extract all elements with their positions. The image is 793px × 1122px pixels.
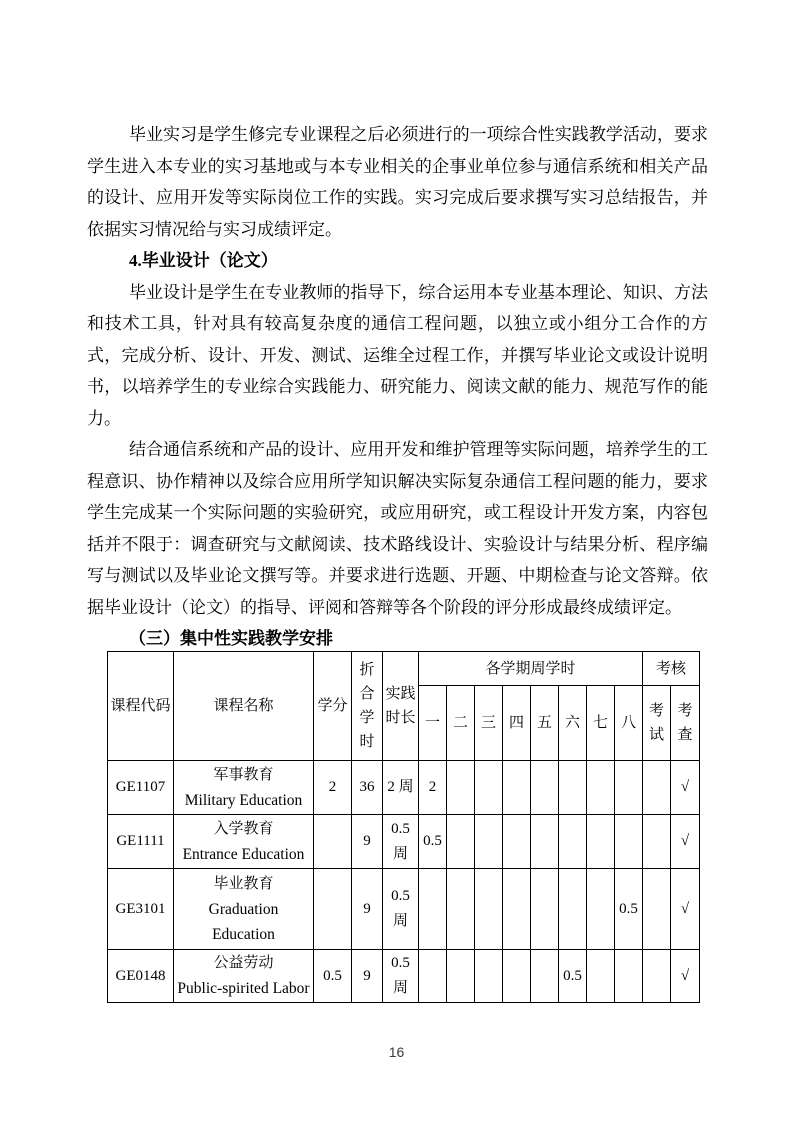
semester-cell: 0.5 <box>615 869 643 950</box>
paragraph-internship: 毕业实习是学生修完专业课程之后必须进行的一项综合性实践教学活动，要求学生进入本专业的实习基地或与本专业相关的企事业单位参与通信系统和相关产品的设计、应用开发等实际岗位工作的实践。实习完成后要求撰写实习总结报告，并依据实习情况给与实习成绩评定。 <box>87 125 708 239</box>
header-course-name: 课程名称 <box>174 652 314 761</box>
course-code-cell: GE0148 <box>108 950 174 1003</box>
semester-cell <box>447 815 475 869</box>
credits-cell <box>314 815 352 869</box>
duration-cell: 0.5 周 <box>383 869 419 950</box>
header-exam: 考试 <box>643 686 671 761</box>
semester-cell <box>531 761 559 815</box>
exam-cell <box>643 869 671 950</box>
header-weekly-hours-group: 各学期周学时 <box>419 652 643 686</box>
course-name-en: Graduation Education <box>208 900 279 943</box>
credits-cell: 0.5 <box>314 950 352 1003</box>
duration-cell: 0.5 周 <box>383 815 419 869</box>
table-row-ge1111 <box>108 815 700 869</box>
semester-cell <box>447 950 475 1003</box>
course-name-cn: 入学教育 <box>213 820 274 837</box>
paragraph-graduation-scope: 结合通信系统和产品的设计、应用开发和维护管理等实际问题，培养学生的工程意识、协作精神以及综合应用所学知识解决实际复杂通信工程问题的能力，要求学生完成某一个实际问题的实验研究，或应用研究，或工程设计开发方案，内容包括并不限于：调查研究与文献阅读、技术路线设计、实验设计与结果分析、程序编写与测试以及毕业论文撰写等。并要求进行选题、开题、中期检查与论文答辩。依据毕业设计（论文）的指导、评阅和答辩等各个阶段的评分形成最终成绩评定。 <box>87 440 708 617</box>
inspection-cell: √ <box>671 815 700 869</box>
semester-cell: 2 <box>419 761 447 815</box>
semester-cell <box>559 815 587 869</box>
hours-cell: 9 <box>352 815 383 869</box>
section-heading-practice-schedule: （三）集中性实践教学安排 <box>129 629 333 648</box>
semester-cell <box>503 950 531 1003</box>
header-course-code: 课程代码 <box>108 652 174 761</box>
header-converted-hours: 折合学时 <box>352 652 383 761</box>
semester-cell <box>587 761 615 815</box>
semester-cell <box>615 950 643 1003</box>
header-semester-2: 二 <box>447 686 475 761</box>
course-name-cn: 公益劳动 <box>213 955 274 971</box>
semester-cell <box>419 950 447 1003</box>
table-header-row-1 <box>108 652 700 686</box>
semester-cell <box>531 950 559 1003</box>
course-name-cell <box>174 761 314 815</box>
semester-cell <box>587 950 615 1003</box>
exam-cell <box>643 950 671 1003</box>
header-semester-5: 五 <box>531 686 559 761</box>
course-name-en: Public-spirited Labor <box>177 980 310 997</box>
header-semester-4: 四 <box>503 686 531 761</box>
semester-cell <box>503 815 531 869</box>
credits-cell <box>314 869 352 950</box>
exam-cell <box>643 815 671 869</box>
table-row-ge1107 <box>108 761 700 815</box>
inspection-cell: √ <box>671 869 700 950</box>
header-assessment-group: 考核 <box>643 652 700 686</box>
practice-schedule-table <box>107 651 700 1003</box>
table-row-ge0148 <box>108 950 700 1003</box>
semester-cell <box>559 869 587 950</box>
semester-cell <box>475 815 503 869</box>
header-semester-8: 八 <box>615 686 643 761</box>
header-semester-6: 六 <box>559 686 587 761</box>
course-name-cn: 毕业教育 <box>213 875 274 892</box>
header-credits: 学分 <box>314 652 352 761</box>
course-code-cell: GE3101 <box>108 869 174 950</box>
course-name-cn: 军事教育 <box>213 766 274 783</box>
duration-cell: 2 周 <box>383 761 419 815</box>
hours-cell: 9 <box>352 869 383 950</box>
exam-cell <box>643 761 671 815</box>
header-semester-1: 一 <box>419 686 447 761</box>
header-practice-duration: 实践时长 <box>383 652 419 761</box>
hours-cell: 9 <box>352 950 383 1003</box>
course-name-cell <box>174 869 314 950</box>
course-code-cell: GE1107 <box>108 761 174 815</box>
inspection-cell: √ <box>671 950 700 1003</box>
semester-cell <box>475 761 503 815</box>
semester-cell <box>447 761 475 815</box>
course-name-cell <box>174 815 314 869</box>
semester-cell <box>587 815 615 869</box>
body-text <box>87 119 708 655</box>
credits-cell: 2 <box>314 761 352 815</box>
course-name-en: Entrance Education <box>182 845 305 863</box>
semester-cell <box>475 869 503 950</box>
semester-cell <box>559 761 587 815</box>
semester-cell <box>615 815 643 869</box>
course-code-cell: GE1111 <box>108 815 174 869</box>
semester-cell <box>503 761 531 815</box>
paragraph-graduation-design: 毕业设计是学生在专业教师的指导下，综合运用本专业基本理论、知识、方法和技术工具，针对具有较高复杂度的通信工程问题，以独立或小组分工合作的方式，完成分析、设计、开发、测试、运维全过程工作，并撰写毕业论文或设计说明书，以培养学生的专业综合实践能力、研究能力、阅读文献的能力、规范写作的能力。 <box>87 282 708 428</box>
table-row-ge3101 <box>108 869 700 950</box>
course-name-cell <box>174 950 314 1003</box>
header-semester-7: 七 <box>587 686 615 761</box>
duration-cell: 0.5 周 <box>383 950 419 1003</box>
semester-cell: 0.5 <box>419 815 447 869</box>
semester-cell <box>531 815 559 869</box>
semester-cell <box>419 869 447 950</box>
course-name-en: Military Education <box>184 791 303 809</box>
page-number: 16 <box>388 1044 405 1060</box>
inspection-cell: √ <box>671 761 700 815</box>
hours-cell: 36 <box>352 761 383 815</box>
header-semester-3: 三 <box>475 686 503 761</box>
semester-cell <box>587 869 615 950</box>
header-inspection: 考查 <box>671 686 700 761</box>
semester-cell: 0.5 <box>559 950 587 1003</box>
semester-cell <box>475 950 503 1003</box>
semester-cell <box>447 869 475 950</box>
semester-cell <box>615 761 643 815</box>
semester-cell <box>503 869 531 950</box>
heading-graduation-design: 4.毕业设计（论文） <box>129 251 278 270</box>
semester-cell <box>531 869 559 950</box>
